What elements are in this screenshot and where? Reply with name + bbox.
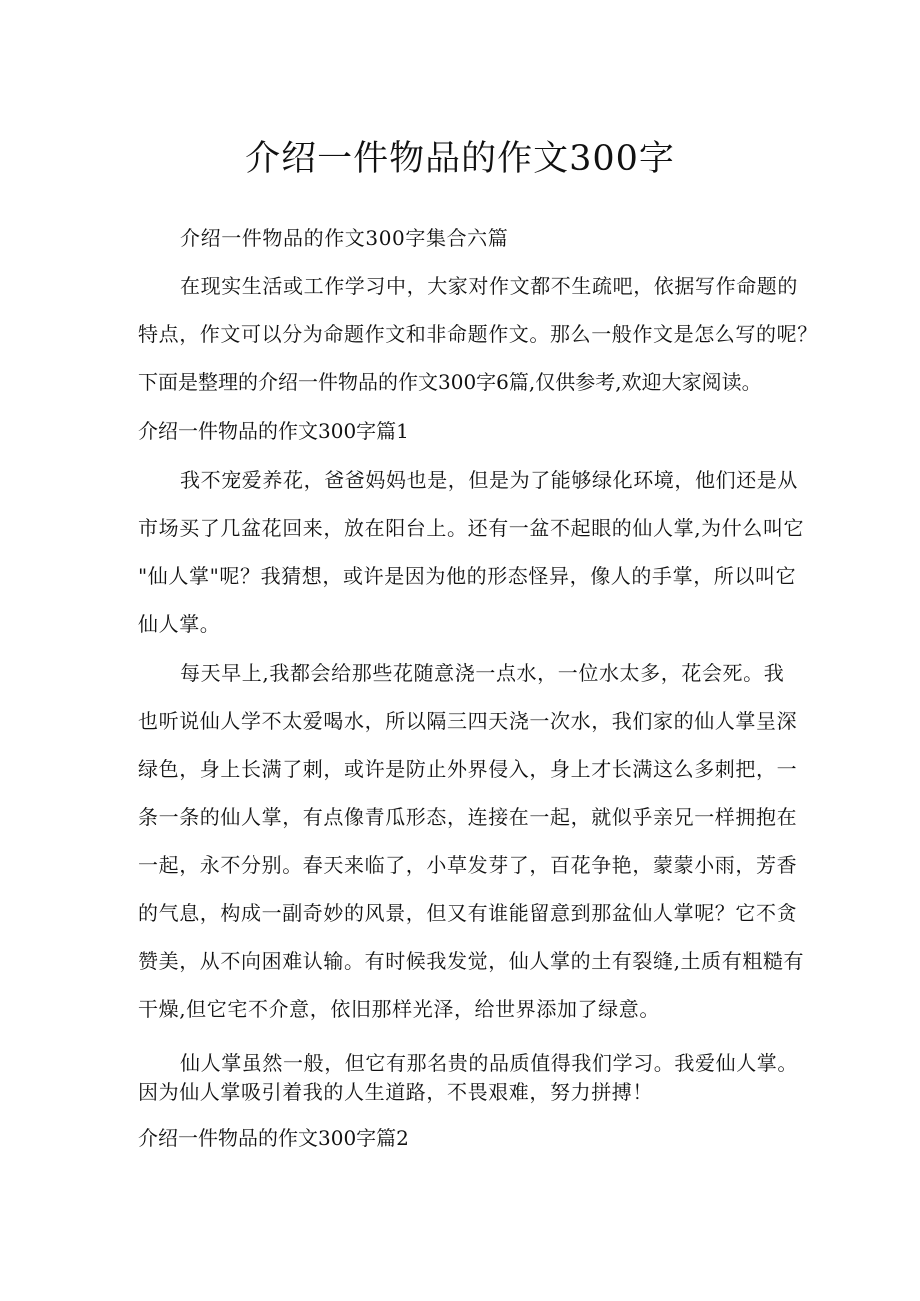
paragraph-line: 条一条的仙人掌，有点像青瓜形态，连接在一起，就似乎亲兄一样拥抱在 — [138, 805, 798, 829]
intro-line: 特点，作文可以分为命题作文和非命题作文。那么一般作文是怎么写的呢？ — [138, 322, 818, 346]
paragraph-line: 因为仙人掌吸引着我的人生道路，不畏艰难，努力拼搏！ — [138, 1080, 653, 1104]
paragraph-line: 赞美，从不向困难认输。有时候我发觉，仙人掌的土有裂缝,土质有粗糙有 — [138, 949, 805, 973]
paragraph-line: 的气息，构成一副奇妙的风景，但又有谁能留意到那盆仙人掌呢？它不贪 — [138, 901, 798, 925]
intro-line: 下面是整理的介绍一件物品的作文300字6篇,仅供参考,欢迎大家阅读。 — [138, 370, 762, 394]
paragraph-line: 一起，永不分别。春天来临了，小草发芽了，百花争艳，蒙蒙小雨，芳香 — [138, 853, 798, 877]
paragraph-line: 仙人掌虽然一般，但它有那名贵的品质值得我们学习。我爱仙人掌。 — [180, 1051, 798, 1075]
paragraph-line: 绿色，身上长满了刺，或许是防止外界侵入，身上才长满这么多刺把，一 — [138, 757, 798, 781]
paragraph-line: 每天早上,我都会给那些花随意浇一点水，一位水太多，花会死。我 — [180, 661, 785, 685]
document-title: 介绍一件物品的作文300字 — [245, 139, 675, 179]
paragraph-line: 也听说仙人学不太爱喝水，所以隔三四天浇一次水，我们家的仙人掌呈深 — [138, 709, 798, 733]
section-heading: 介绍一件物品的作文300字篇1 — [138, 419, 409, 443]
paragraph-line: 仙人掌。 — [138, 612, 221, 636]
paragraph-line: 我不宠爱养花，爸爸妈妈也是，但是为了能够绿化环境，他们还是从 — [180, 468, 798, 492]
paragraph-line: "仙人掌"呢？我猜想，或许是因为他的形态怪异，像人的手掌，所以叫它 — [138, 564, 797, 588]
paragraph-line: 干燥,但它宅不介意，依旧那样光泽，给世界添加了绿意。 — [138, 997, 660, 1021]
intro-line: 在现实生活或工作学习中，大家对作文都不生疏吧，依据写作命题的 — [180, 274, 798, 298]
section-heading: 介绍一件物品的作文300字篇2 — [138, 1126, 409, 1150]
document-subtitle: 介绍一件物品的作文300字集合六篇 — [180, 226, 509, 250]
paragraph-line: 市场买了几盆花回来，放在阳台上。还有一盆不起眼的仙人掌,为什么叫它 — [138, 516, 805, 540]
